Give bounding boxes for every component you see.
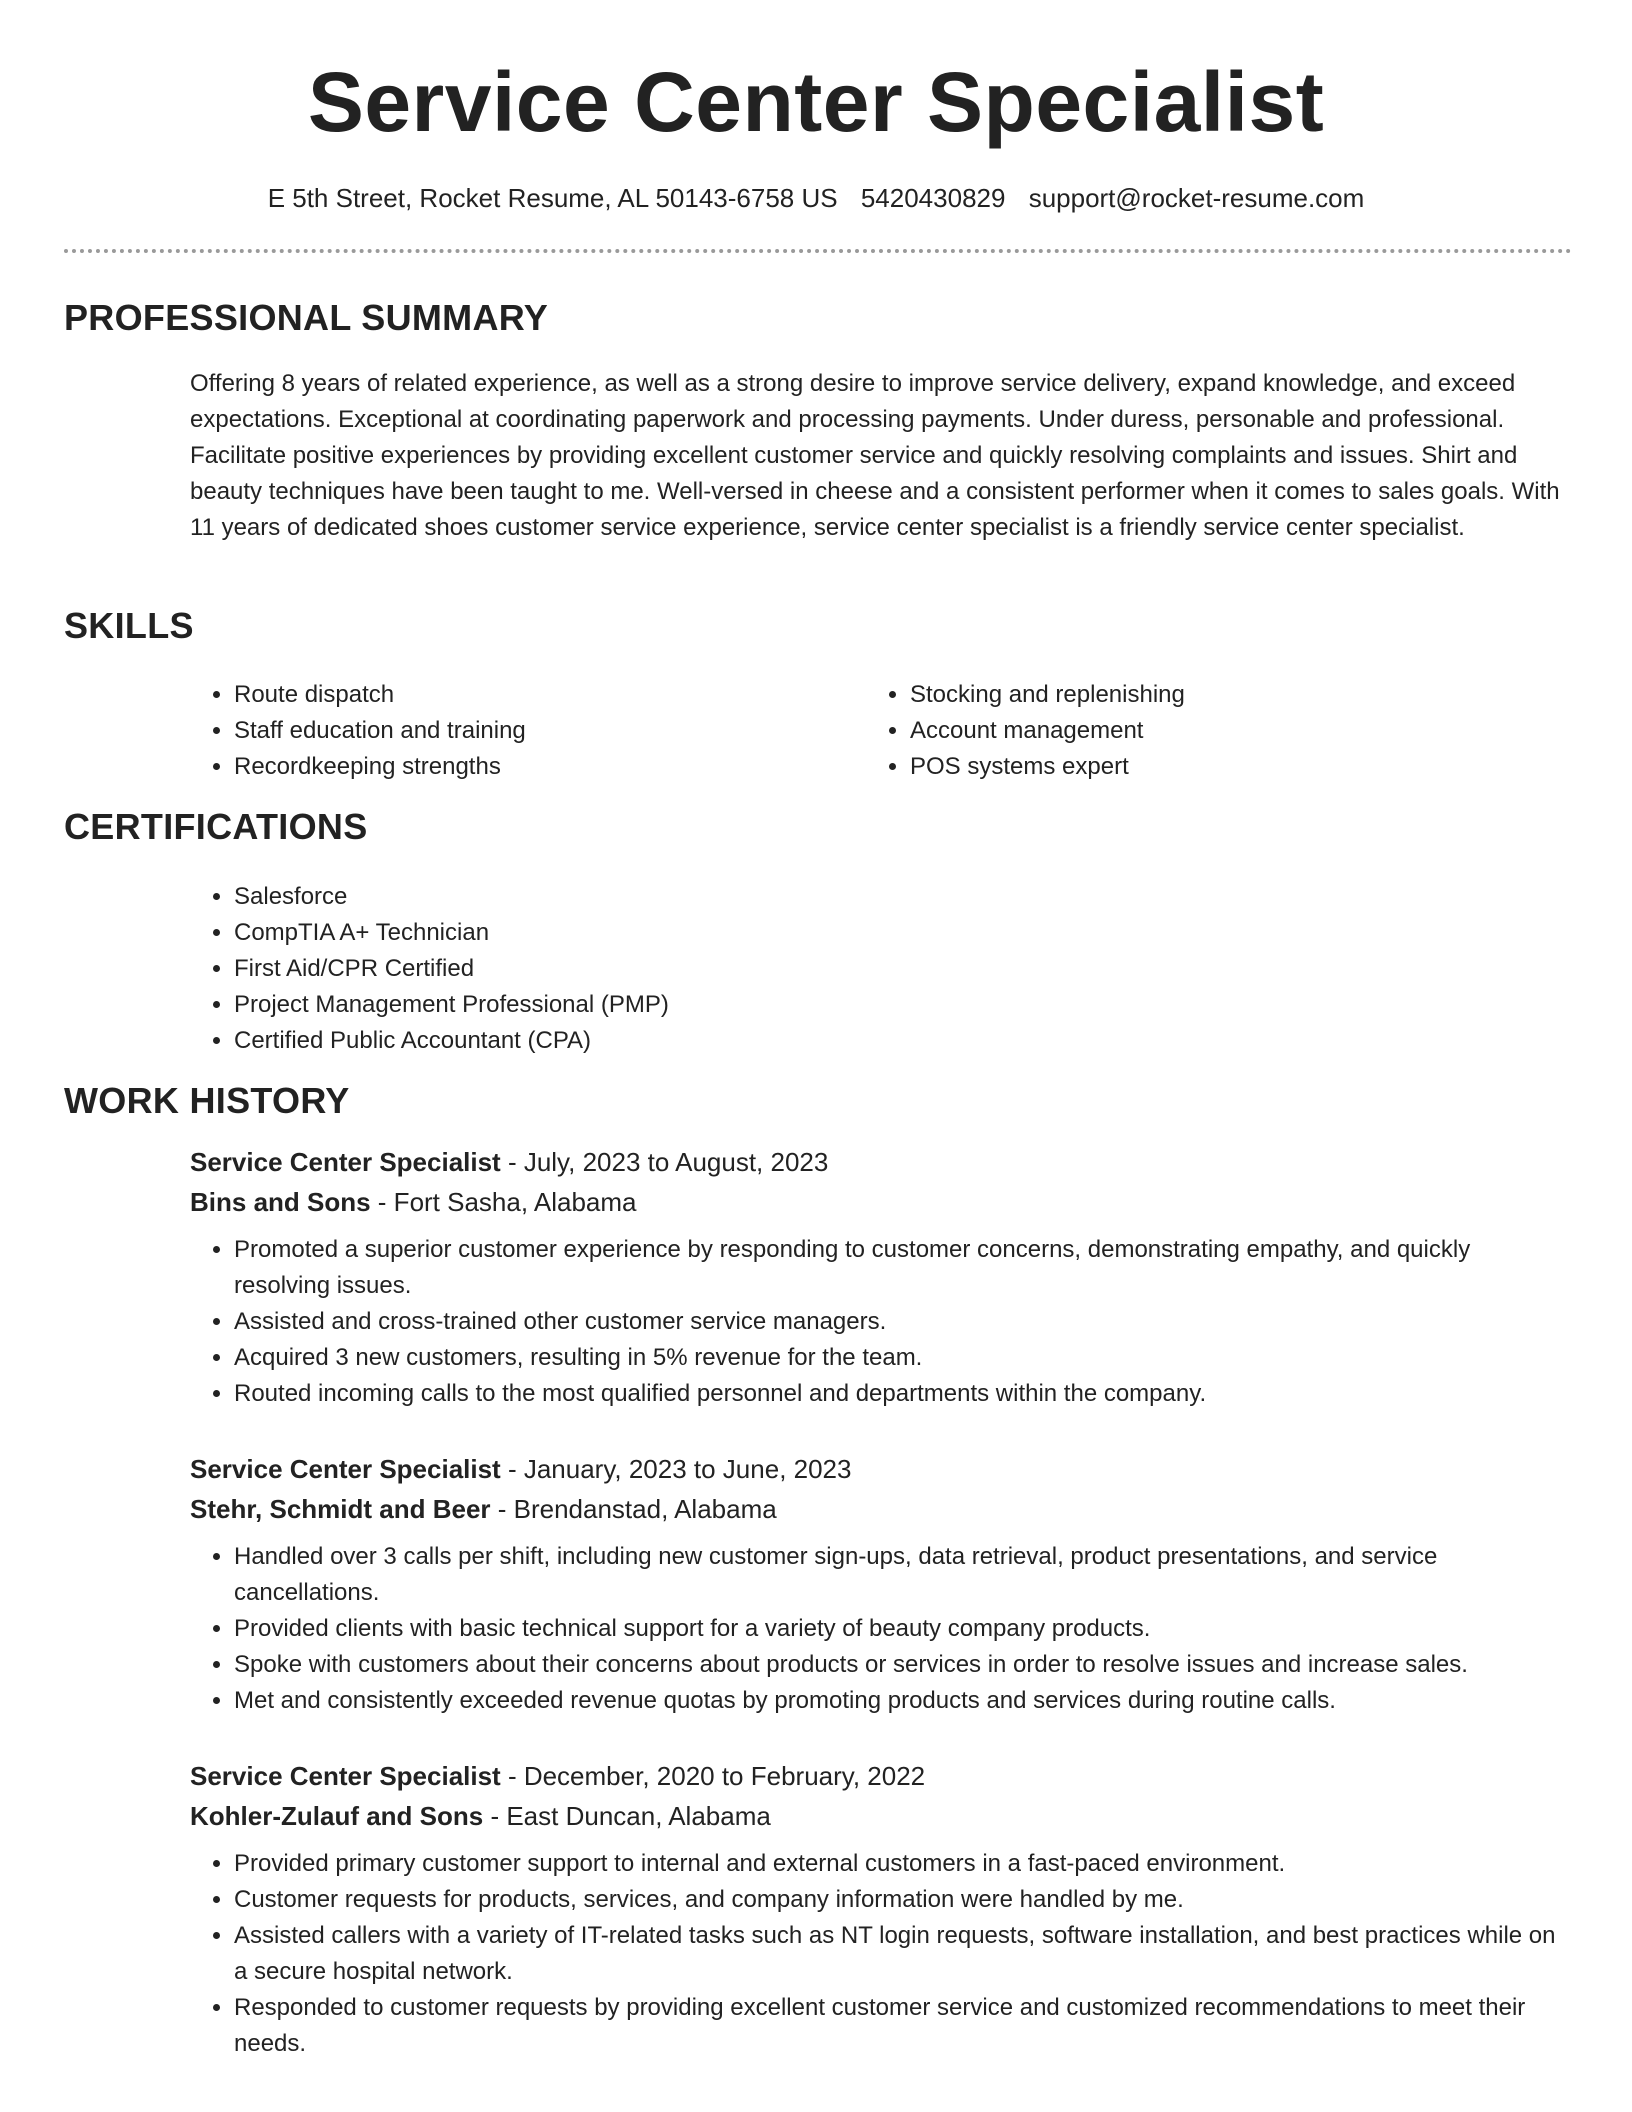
certifications-heading: CERTIFICATIONS: [64, 806, 368, 847]
job-entry: [190, 1756, 1560, 2062]
contact-phone: 5420430829: [860, 183, 1006, 213]
job-company-line: [190, 1489, 1560, 1529]
job-bullet: • Spoke with customers about their concerns about products or services in order to resolve issues and increase sales.: [234, 1647, 1560, 1683]
job-title-line: [190, 1142, 1560, 1182]
job-company-line: [190, 1796, 1560, 1836]
skill-item: • Staff education and training: [234, 713, 830, 749]
job-bullet: • Provided clients with basic technical support for a variety of beauty company products.: [234, 1611, 1560, 1647]
job-company: Bins and Sons: [190, 1187, 371, 1217]
job-bullet: • Met and consistently exceeded revenue quotas by promoting products and services during routine calls.: [234, 1683, 1560, 1719]
job-bullet: • Provided primary customer support to internal and external customers in a fast-paced environment.: [234, 1846, 1560, 1882]
certification-item: • Salesforce: [234, 879, 1190, 915]
contact-address: E 5th Street, Rocket Resume, AL 50143-6758 US: [267, 183, 838, 213]
skills-right-list: [866, 677, 1506, 785]
job-location: - East Duncan, Alabama: [483, 1801, 771, 1831]
job-role: Service Center Specialist: [190, 1761, 501, 1791]
job-bullets: [190, 1539, 1560, 1719]
job-location: - Fort Sasha, Alabama: [370, 1187, 637, 1217]
skill-item: • Stocking and replenishing: [910, 677, 1506, 713]
job-location: - Brendanstad, Alabama: [490, 1494, 777, 1524]
job-role: Service Center Specialist: [190, 1454, 501, 1484]
work-history-heading: WORK HISTORY: [64, 1080, 350, 1121]
skills-left-column: [190, 677, 830, 785]
job-bullets: [190, 1232, 1560, 1412]
skill-item: • Route dispatch: [234, 677, 830, 713]
summary-heading: PROFESSIONAL SUMMARY: [64, 297, 549, 338]
job-bullet: • Acquired 3 new customers, resulting in 5% revenue for the team.: [234, 1340, 1560, 1376]
job-title-line: [190, 1756, 1560, 1796]
job-dates: - July, 2023 to August, 2023: [500, 1147, 829, 1177]
job-company: Kohler-Zulauf and Sons: [190, 1801, 484, 1831]
job-bullet: • Customer requests for products, services, and company information were handled by me.: [234, 1882, 1560, 1918]
job-role: Service Center Specialist: [190, 1147, 501, 1177]
certification-item: • First Aid/CPR Certified: [234, 951, 1190, 987]
certifications-list: [190, 879, 1190, 1059]
summary-text: Offering 8 years of related experience, as well as a strong desire to improve service delivery, expand knowledge, and exceed expectations. Exceptional at coordinating paperwork and processing payments. Under duress, personable and professional. Facilitate positive experiences by providing excellent customer service and quickly resolving complaints and issues. Shirt and beauty techniques have been taught to me. Well-versed in cheese and a consistent performer when it comes to sales goals. With 11 years of dedicated shoes customer service experience, service center specialist is a friendly service center specialist.: [190, 370, 1560, 541]
job-company-line: [190, 1182, 1560, 1222]
certification-item: • CompTIA A+ Technician: [234, 915, 1190, 951]
certifications-block: [190, 879, 1190, 1059]
job-dates: - December, 2020 to February, 2022: [500, 1761, 926, 1791]
job-company: Stehr, Schmidt and Beer: [190, 1494, 491, 1524]
skill-item: • Recordkeeping strengths: [234, 749, 830, 785]
job-bullet: • Handled over 3 calls per shift, including new customer sign-ups, data retrieval, product presentations, and service cancellations.: [234, 1539, 1560, 1611]
resume-name: Service Center Specialist: [307, 55, 1325, 149]
job-dates: - January, 2023 to June, 2023: [500, 1454, 852, 1484]
job-title-line: [190, 1449, 1560, 1489]
job-entry: [190, 1449, 1560, 1719]
certification-item: • Certified Public Accountant (CPA): [234, 1023, 1190, 1059]
certification-item: • Project Management Professional (PMP): [234, 987, 1190, 1023]
contact-line: [0, 180, 1632, 216]
skill-item: • POS systems expert: [910, 749, 1506, 785]
job-entry: [190, 1142, 1560, 1412]
skills-left-list: [190, 677, 830, 785]
job-bullet: • Routed incoming calls to the most qualified personnel and departments within the company.: [234, 1376, 1560, 1412]
skill-item: • Account management: [910, 713, 1506, 749]
header-divider: [64, 249, 1572, 253]
skills-right-column: [866, 677, 1506, 785]
contact-email: support@rocket-resume.com: [1028, 183, 1365, 213]
skills-heading: SKILLS: [64, 605, 194, 646]
job-bullets: [190, 1846, 1560, 2062]
job-bullet: • Responded to customer requests by providing excellent customer service and customized recommendations to meet their needs.: [234, 1990, 1560, 2062]
job-bullet: • Assisted and cross-trained other customer service managers.: [234, 1304, 1560, 1340]
job-bullet: • Promoted a superior customer experience by responding to customer concerns, demonstrating empathy, and quickly resolving issues.: [234, 1232, 1560, 1304]
job-bullet: • Assisted callers with a variety of IT-related tasks such as NT login requests, software installation, and best practices while on a secure hospital network.: [234, 1918, 1560, 1990]
